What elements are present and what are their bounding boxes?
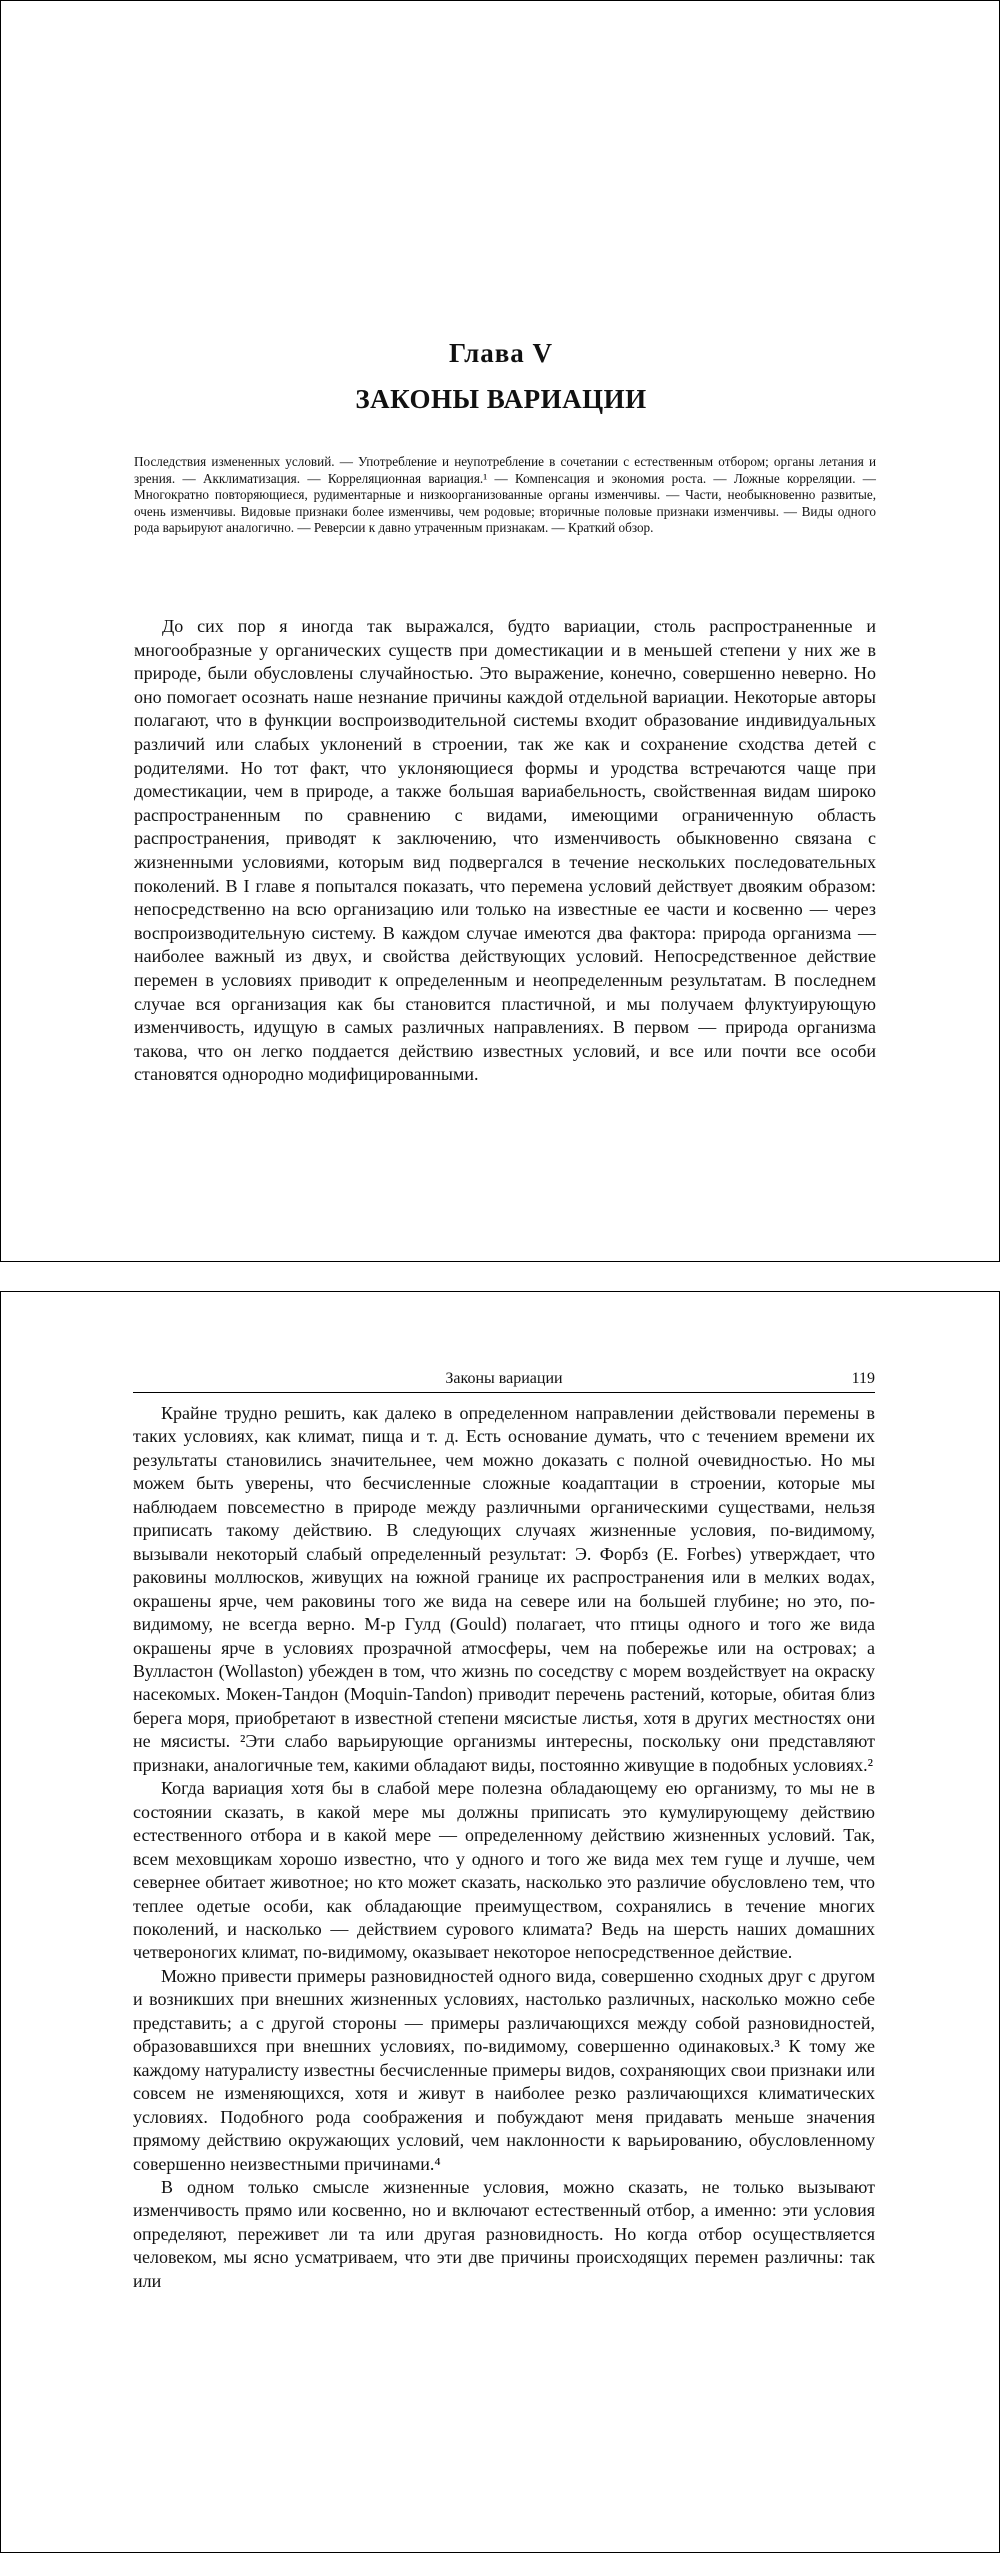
chapter-summary: Последствия измененных условий. — Употребление и неупотребление в сочетании с естественным отбором; органы летания и зрения. — Акклиматизация. — Корреляционная вариация.¹ — Компенсация и экономия роста. — Ложные корреляции. — Многократно повторяющиеся, рудиментарные и низкоорганизованные органы изменчивы. — Части, необыкновенно развитые, очень изменчивы. Видовые признаки более изменчивы, чем родовые; вторичные половые признаки изменчивы. — Виды одного рода варьируют аналогично. — Реверсии к давно утраченным признакам. — Краткий обзор. (134, 454, 876, 535)
chapter-title: ЗАКОНЫ ВАРИАЦИИ (355, 384, 647, 414)
running-head (133, 1368, 875, 1393)
body-paragraph: До сих пор я иногда так выражался, будто вариации, столь распространенные и многообразные у органических существ при доместикации и в меньшей степени у них же в природе, были обусловлены случайностью. Это выражение, конечно, совершенно неверно. Но оно помогает осознать наше незнание причины каждой отдельной вариации. Некоторые авторы полагают, что в функции воспроизводительной системы входит образование индивидуальных различий или слабых уклонений в строении, так же как и сохранение сходства детей с родителями. Но тот факт, что уклоняющиеся формы и уродства встречаются чаще при доместикации, чем в природе, а также большая вариабельность, свойственная видам широко распространенным по сравнению с видами, имеющими ограниченную область распространения, приводят к заключению, что изменчивость обыкновенно связана с жизненными условиями, которым вид подвергался в течение нескольких последовательных поколений. В I главе я попытался показать, что перемена условий действует двояким образом: непосредственно на всю организацию или только на известные ее части и косвенно — через воспроизводительную систему. В каждом случае имеются два фактора: природа организма — наиболее важный из двух, и свойства действующих условий. Непосредственное действие перемен в условиях приводит к определенным и неопределенным результатам. В последнем случае вся организация как бы становится пластичной, и мы получаем флуктуирующую изменчивость, идущую в самых различных направлениях. В первом — природа организма такова, что он легко поддается действию известных условий, и все или почти все особи становятся однородно модифицированными. (134, 616, 876, 1085)
body-paragraph: Когда вариация хотя бы в слабой мере полезна обладающему ею организму, то мы не в состоянии сказать, в какой мере мы должны приписать это кумулирующему действию естественного отбора и в какой мере — определенному действию жизненных условий. Так, всем меховщикам хорошо известно, что у одного и того же вида мех тем гуще и лучше, чем севернее обитает животное; но кто может сказать, насколько это различие обусловлено тем, что теплее одетые особи, как обладающие преимуществом, сохранялись в течение многих поколений, и насколько — действием сурового климата? Ведь на шерсть наших домашних четвероногих климат, по-видимому, оказывает некоторое непосредственное действие. (133, 1778, 875, 1963)
body-paragraph: В одном только смысле жизненные условия, можно сказать, не только вызывают изменчивость прямо или косвенно, но и включают естественный отбор, а именно: эти условия определяют, переживет ли та или другая разновидность. Но когда отбор осуществляется человеком, мы ясно усматриваем, что эти две причины происходящих перемен различны: так или (133, 2176, 875, 2291)
page-number: 119 (851, 1370, 875, 1387)
running-head-title: Законы вариации (445, 1370, 563, 1387)
page-body (133, 1402, 875, 2293)
page-gap (0, 1262, 1002, 1291)
book-page-left (0, 0, 1000, 1262)
body-paragraph: Можно привести примеры разновидностей одного вида, совершенно сходных друг с другом и возникших при внешних жизненных условиях, настолько различных, насколько можно себе представить; а с другой стороны — примеры различающихся между собой разновидностей, образовавшихся при внешних условиях, по-видимому, совершенно одинаковых.³ К тому же каждому натуралисту известны бесчисленные примеры видов, сохраняющих свои признаки или совсем не изменяющихся, хотя и живут в наиболее резко различающихся климатических условиях. Подобного рода соображения и побуждают меня придавать меньше значения прямому действию окружающих условий, чем наклонности к варьированию, обусловленному совершенно неизвестными причинами.⁴ (133, 1965, 875, 2174)
chapter-number: Глава V (448, 338, 554, 368)
body-paragraph: Крайне трудно решить, как далеко в определенном направлении действовали перемены в таких условиях, как климат, пища и т. д. Есть основание думать, что с течением времени их результаты становились значительнее, чем можно доказать с полной очевидностью. Но мы можем быть уверены, что бесчисленные сложные коадаптации в строении, которые мы наблюдаем повсеместно в природе между различными органическими существами, нельзя приписать такому действию. В следующих случаях жизненные условия, по-видимому, вызывали некоторый слабый определенный результат: Э. Форбз (E. Forbes) утверждает, что раковины моллюсков, живущих на южной границе их распространения или в мелких водах, окрашены ярче, чем раковины того же вида на севере или на большей глубине; но это, по-видимому, не всегда верно. М-р Гулд (Gould) полагает, что птицы одного и того же вида окрашены ярче в условиях прозрачной атмосферы, чем на побережье или на островах; а Вулластон (Wollaston) убежден в том, что жизнь по соседству с морем воздействует на окраску насекомых. Мокен-Тандон (Moquin-Tandon) приводит перечень растений, которые, обитая близ берега моря, приобретают в известной степени мясистые листья, хотя в других местностях они не мясисты. ²Эти слабо варьирующие организмы интересны, поскольку они представляют признаки, аналогичные тем, какими обладают виды, постоянно живущие в подобных условиях.² (133, 1403, 875, 1775)
